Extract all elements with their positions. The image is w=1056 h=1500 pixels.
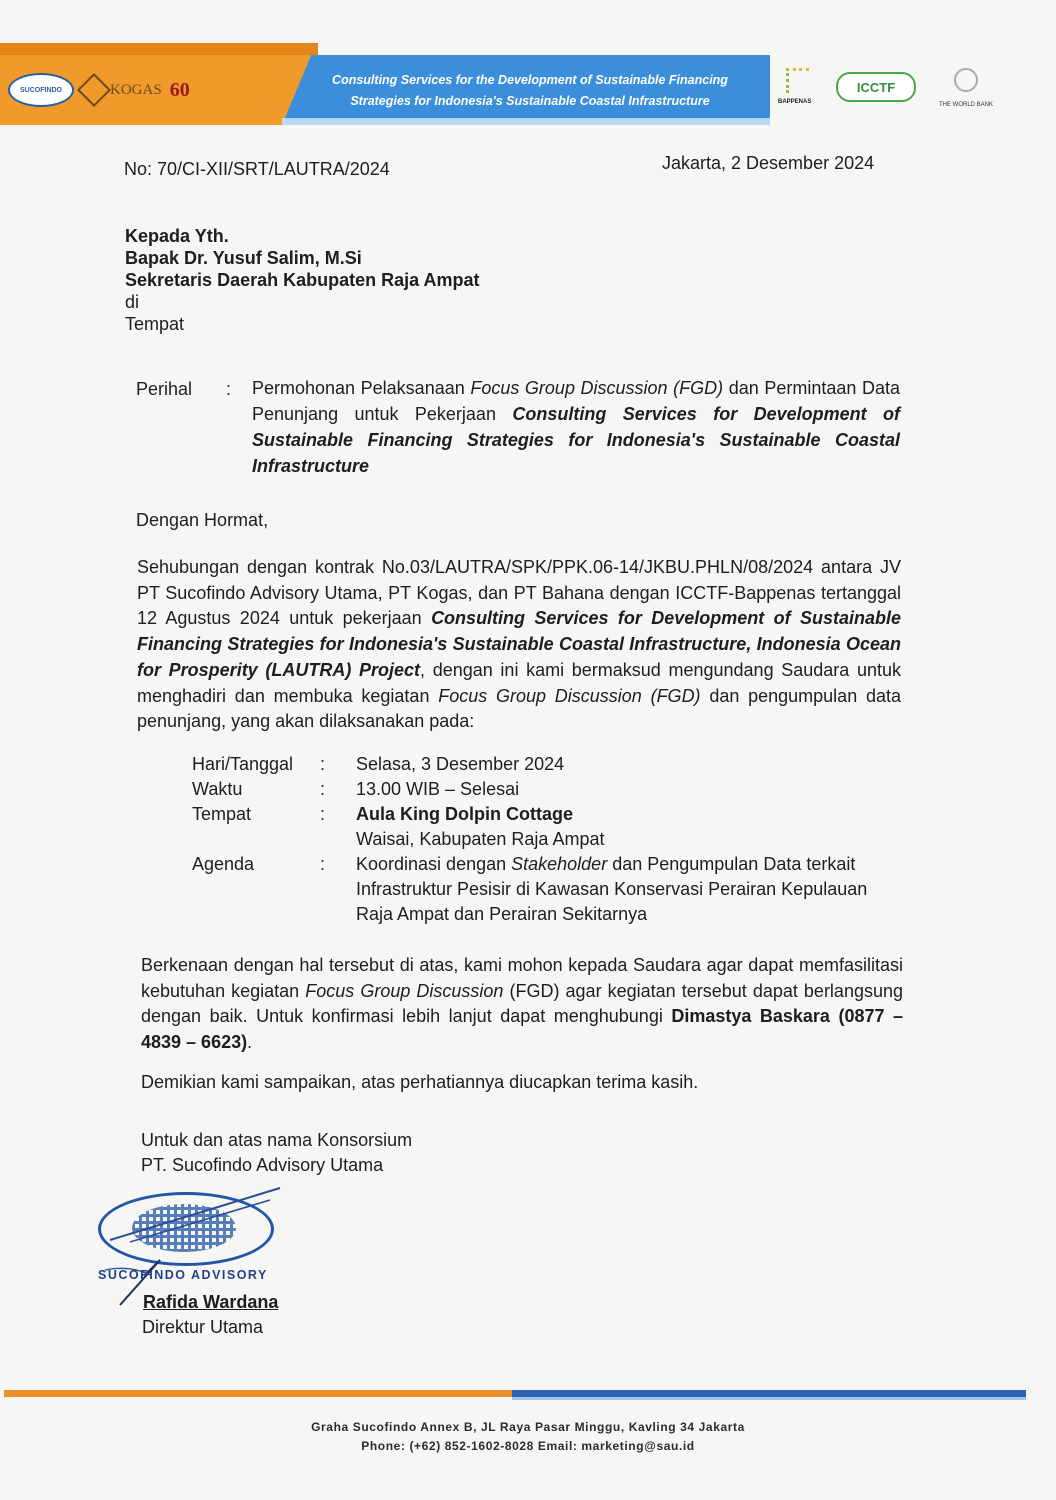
world-bank-label: THE WORLD BANK bbox=[938, 102, 993, 108]
footer-light-blue-bar bbox=[512, 1397, 1026, 1400]
para1-b: Consulting Services for Development of Sustainable Financing Strategies for Indonesia's Sustainable Coastal Infrastructure, Indonesia Ocean for Prosperity (LAUTRA) Project bbox=[137, 608, 901, 680]
kogas-logo-text: KOGAS bbox=[110, 81, 162, 98]
header-left-logos bbox=[8, 70, 190, 110]
para2-a: Berkenaan dengan hal tersebut di atas, kami mohon kepada Saudara agar dapat memfasilitasi kebutuhan kegiatan bbox=[141, 955, 903, 1001]
para1-a: Sehubungan dengan kontrak No.03/LAUTRA/SPK/PPK.06-14/JKBU.PHLN/08/2024 antara JV PT Sucofindo Advisory Utama, PT Kogas, dan PT Bahana dengan ICCTF-Bappenas tertanggal 12 Agustus 2024 untuk pekerjaan bbox=[137, 557, 901, 629]
sucofindo-logo-icon: SUCOFINDO bbox=[8, 73, 74, 107]
schedule-table bbox=[192, 752, 902, 927]
subject-colon: : bbox=[226, 379, 232, 399]
recipient-salutation: Kepada Yth. bbox=[125, 226, 229, 246]
recipient-di: di bbox=[125, 292, 140, 312]
para1-d: Focus Group Discussion (FGD) bbox=[438, 685, 701, 706]
para2-e: . bbox=[247, 1031, 253, 1052]
schedule-agenda-label: Agenda bbox=[192, 854, 255, 874]
subject-part-2: Focus Group Discussion (FGD) bbox=[470, 378, 724, 398]
agenda-c: dan Pengumpulan Data terkait Infrastruktur Pesisir di Kawasan Konservasi Perairan Kepulauan Raja Ampat dan Perairan Sekitarnya bbox=[356, 854, 868, 924]
para1-c: , dengan ini kami bermaksud mengundang Saudara untuk menghadiri dan membuka kegiatan bbox=[137, 659, 901, 706]
schedule-day-value: Selasa, 3 Desember 2024 bbox=[356, 754, 565, 774]
subject-part-1: Permohonan Pelaksanaan bbox=[252, 378, 471, 398]
schedule-colon: : bbox=[320, 779, 326, 799]
header-right-logos bbox=[778, 68, 1018, 112]
bappenas-logo bbox=[778, 68, 822, 112]
schedule-place-value-2: Waisai, Kabupaten Raja Ampat bbox=[356, 829, 605, 849]
agenda-b: Stakeholder bbox=[511, 854, 608, 874]
letter-number: No: 70/CI-XII/SRT/LAUTRA/2024 bbox=[124, 159, 390, 179]
schedule-place-value-1: Aula King Dolpin Cottage bbox=[356, 804, 573, 824]
schedule-agenda-value bbox=[356, 852, 896, 927]
agenda-a: Koordinasi dengan bbox=[356, 854, 512, 874]
footer-contact: Phone: (+62) 852-1602-8028 Email: marketing@sau.id bbox=[361, 1439, 695, 1453]
schedule-time-value: 13.00 WIB – Selesai bbox=[356, 779, 520, 799]
recipient-block bbox=[125, 225, 479, 335]
header-blue-stripe bbox=[282, 118, 770, 125]
schedule-row-time bbox=[192, 777, 902, 802]
para1-e: dan pengumpulan data penunjang, yang akan dilaksanakan pada: bbox=[137, 685, 901, 732]
sign-line-1: Untuk dan atas nama Konsorsium bbox=[141, 1130, 413, 1150]
greeting: Dengan Hormat, bbox=[136, 510, 269, 530]
schedule-place-label: Tempat bbox=[192, 804, 252, 824]
closing-line: Demikian kami sampaikan, atas perhatiannya diucapkan terima kasih. bbox=[141, 1072, 699, 1092]
stamp-text: SUCOFINDO ADVISORY bbox=[98, 1268, 268, 1282]
footer-orange-bar bbox=[4, 1390, 512, 1397]
schedule-row-place bbox=[192, 802, 902, 852]
footer-blue-bar bbox=[512, 1390, 1026, 1397]
anniversary-60-logo: 60 bbox=[169, 78, 190, 101]
subject-part-3: dan Permintaan Data Penunjang untuk Pekerjaan bbox=[252, 378, 900, 424]
signer-name: Rafida Wardana bbox=[143, 1292, 279, 1312]
header-orange-stripe bbox=[0, 43, 318, 55]
footer-address: Graha Sucofindo Annex B, JL Raya Pasar Minggu, Kavling 34 Jakarta bbox=[311, 1420, 745, 1434]
schedule-time-label: Waktu bbox=[192, 779, 243, 799]
para2-d: Dimastya Baskara (0877 – 4839 – 6623) bbox=[141, 1006, 903, 1052]
paragraph-2 bbox=[141, 953, 903, 1055]
para2-b: Focus Group Discussion bbox=[305, 980, 504, 1001]
bappenas-mark-icon bbox=[786, 68, 809, 93]
bappenas-label: BAPPENAS bbox=[778, 99, 812, 105]
schedule-day-label: Hari/Tanggal bbox=[192, 754, 294, 774]
icctf-logo: ICCTF bbox=[836, 72, 916, 102]
letter-place-date: Jakarta, 2 Desember 2024 bbox=[662, 153, 875, 173]
banner-line-1: Consulting Services for the Development of Sustainable Financing bbox=[332, 73, 728, 87]
recipient-place: Tempat bbox=[125, 314, 185, 334]
schedule-row-day bbox=[192, 752, 902, 777]
recipient-position: Sekretaris Daerah Kabupaten Raja Ampat bbox=[125, 270, 480, 290]
schedule-colon: : bbox=[320, 754, 326, 774]
kogas-logo bbox=[82, 78, 162, 102]
sign-line-2: PT. Sucofindo Advisory Utama bbox=[141, 1155, 384, 1175]
schedule-colon: : bbox=[320, 854, 326, 874]
signer-title: Direktur Utama bbox=[142, 1317, 264, 1337]
subject-label: Perihal bbox=[136, 379, 193, 399]
kogas-diamond-icon bbox=[77, 73, 111, 107]
schedule-row-agenda bbox=[192, 852, 902, 927]
banner-line-2: Strategies for Indonesia's Sustainable Coastal Infrastructure bbox=[350, 94, 710, 108]
world-bank-globe-icon bbox=[954, 68, 978, 92]
schedule-colon: : bbox=[320, 804, 326, 824]
world-bank-logo bbox=[926, 68, 1006, 108]
para2-c: (FGD) agar kegiatan tersebut dapat berlangsung dengan baik. Untuk konfirmasi lebih lanjut dapat menghubungi bbox=[141, 980, 903, 1026]
header-banner-text bbox=[300, 70, 760, 112]
recipient-name: Bapak Dr. Yusuf Salim, M.Si bbox=[125, 248, 362, 268]
subject-part-4: Consulting Services for Development of Sustainable Financing Strategies for Indonesia's Sustainable Coastal Infrastructure bbox=[252, 404, 901, 476]
subject-text bbox=[252, 375, 900, 479]
paragraph-1 bbox=[137, 555, 901, 735]
